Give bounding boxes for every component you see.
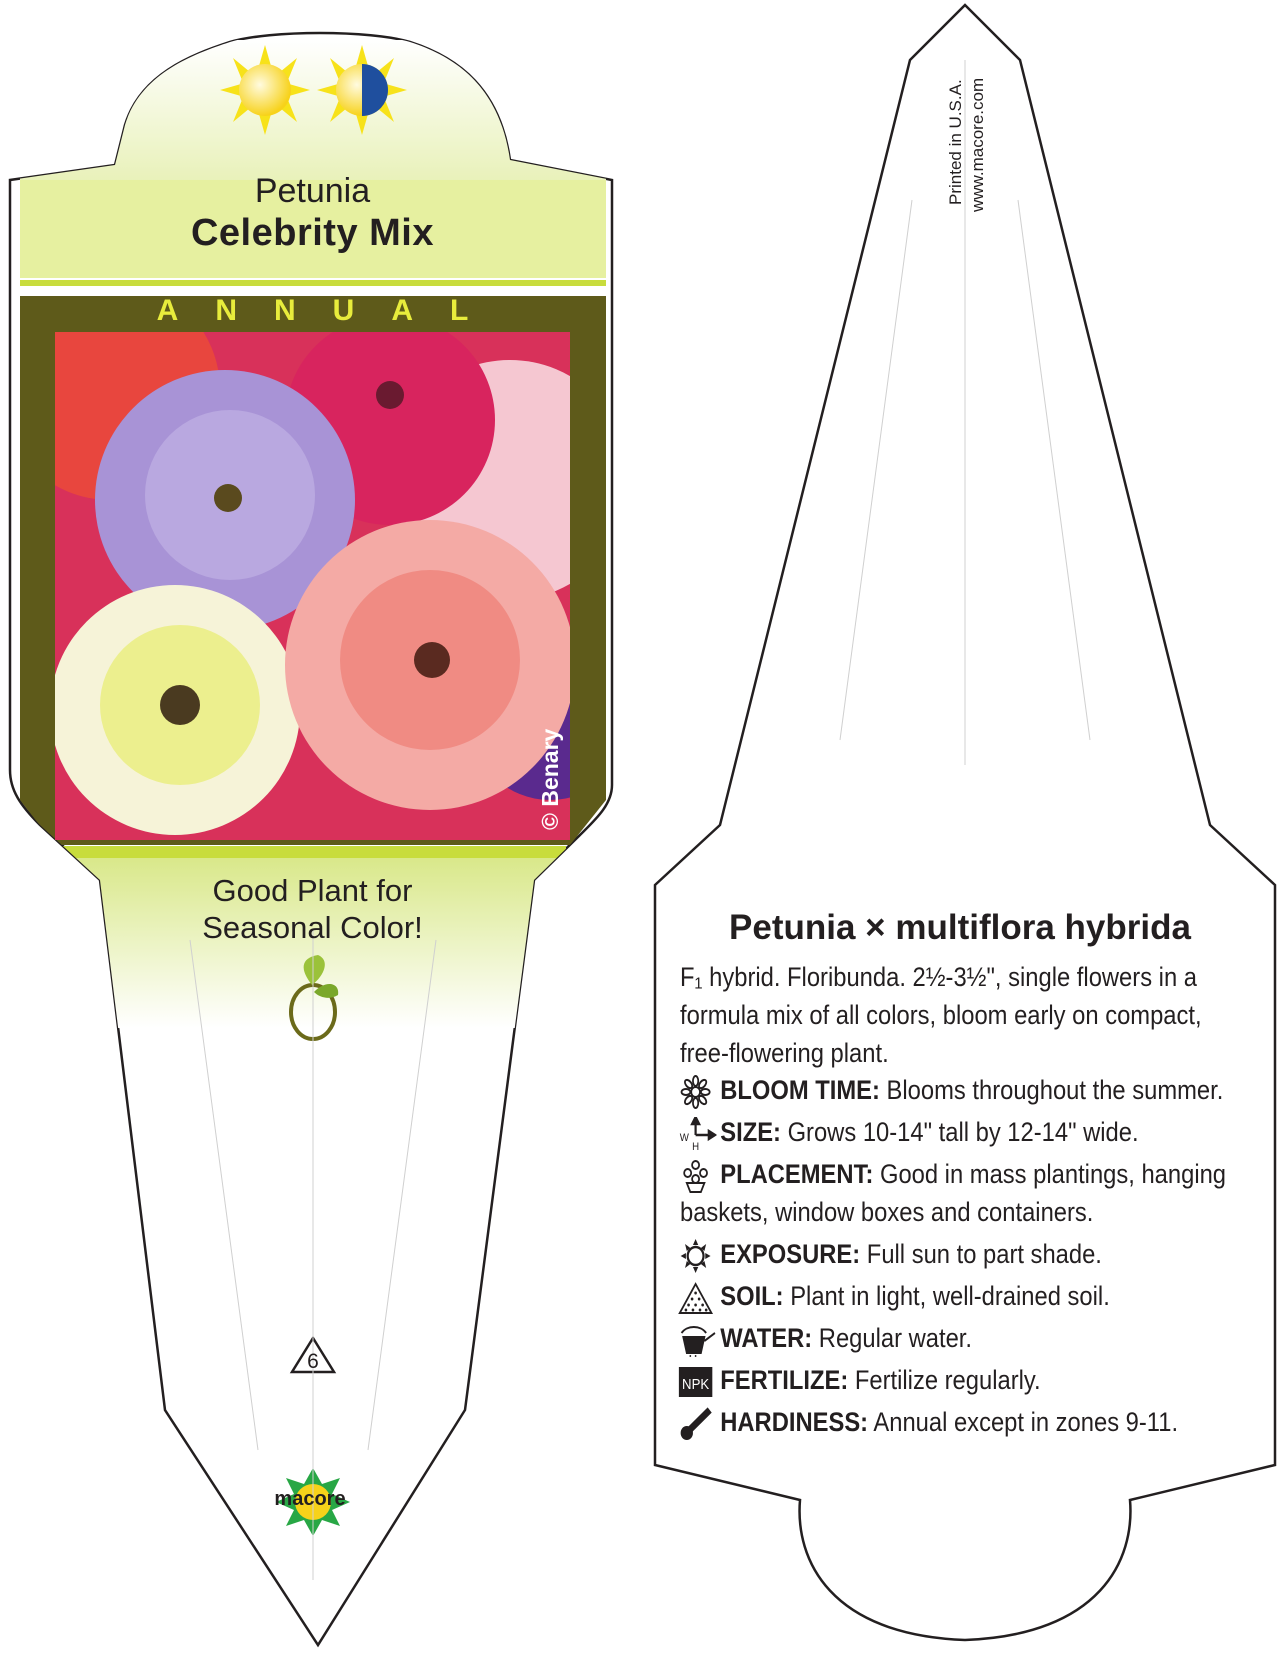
petunia-photo: [0, 280, 630, 840]
tagline: [20, 872, 605, 946]
full-sun-icon: [220, 45, 310, 135]
detail-soil: SOIL: Plant in light, well-drained soil.: [678, 1281, 1110, 1315]
svg-text:W: W: [679, 1132, 689, 1145]
website: www.macore.com: [968, 77, 987, 212]
soil-icon: [678, 1281, 717, 1315]
description-line1: F₁ hybrid. Floribunda. 2½-3½", single flowers in a: [680, 962, 1197, 992]
part-shade-icon: [317, 45, 407, 135]
brand-name: macore: [274, 1488, 346, 1510]
detail-bloom-time: BLOOM TIME: Blooms throughout the summer.: [678, 1075, 1223, 1109]
detail-placement: PLACEMENT: Good in mass plantings, hanging: [678, 1159, 1226, 1193]
detail-exposure: EXPOSURE: Full sun to part shade.: [678, 1239, 1102, 1273]
detail-placement-cont: baskets, window boxes and containers.: [680, 1197, 1094, 1227]
latin-name: Petunia × multiflora hybrida: [729, 908, 1191, 947]
tagline-line2: Seasonal Color!: [202, 910, 423, 945]
size-arrows-icon: [678, 1117, 717, 1151]
detail-water: WATER: Regular water.: [678, 1323, 972, 1357]
recycle-number: 6: [307, 1350, 319, 1373]
detail-hardiness: HARDINESS: Annual except in zones 9-11.: [678, 1407, 1178, 1441]
photo-credit: © Benary: [537, 728, 563, 830]
tagline-line1: Good Plant for: [212, 873, 413, 908]
svg-text:H: H: [692, 1141, 700, 1151]
detail-size: W H SIZE: Grows 10-14" tall by 12-14" wide.: [678, 1117, 1139, 1151]
thermometer-icon: [678, 1407, 717, 1441]
flower-icon: [678, 1075, 717, 1109]
description-line2: formula mix of all colors, bloom early on compact,: [680, 1000, 1202, 1030]
description: [680, 958, 1243, 1072]
svg-text:NPK: NPK: [682, 1375, 710, 1393]
printed-in: Printed in U.S.A.: [946, 79, 965, 205]
common-name: Petunia: [254, 172, 371, 210]
npk-icon: [678, 1365, 717, 1399]
watering-can-icon: [678, 1323, 717, 1357]
description-line3: free-flowering plant.: [680, 1038, 889, 1068]
placement-icon: [678, 1159, 717, 1193]
category-label: ANNUAL: [156, 294, 506, 327]
detail-fertilize: NPK FERTILIZE: Fertilize regularly.: [678, 1365, 1041, 1399]
sun-icon: [678, 1239, 717, 1273]
variety-name: Celebrity Mix: [190, 212, 435, 254]
